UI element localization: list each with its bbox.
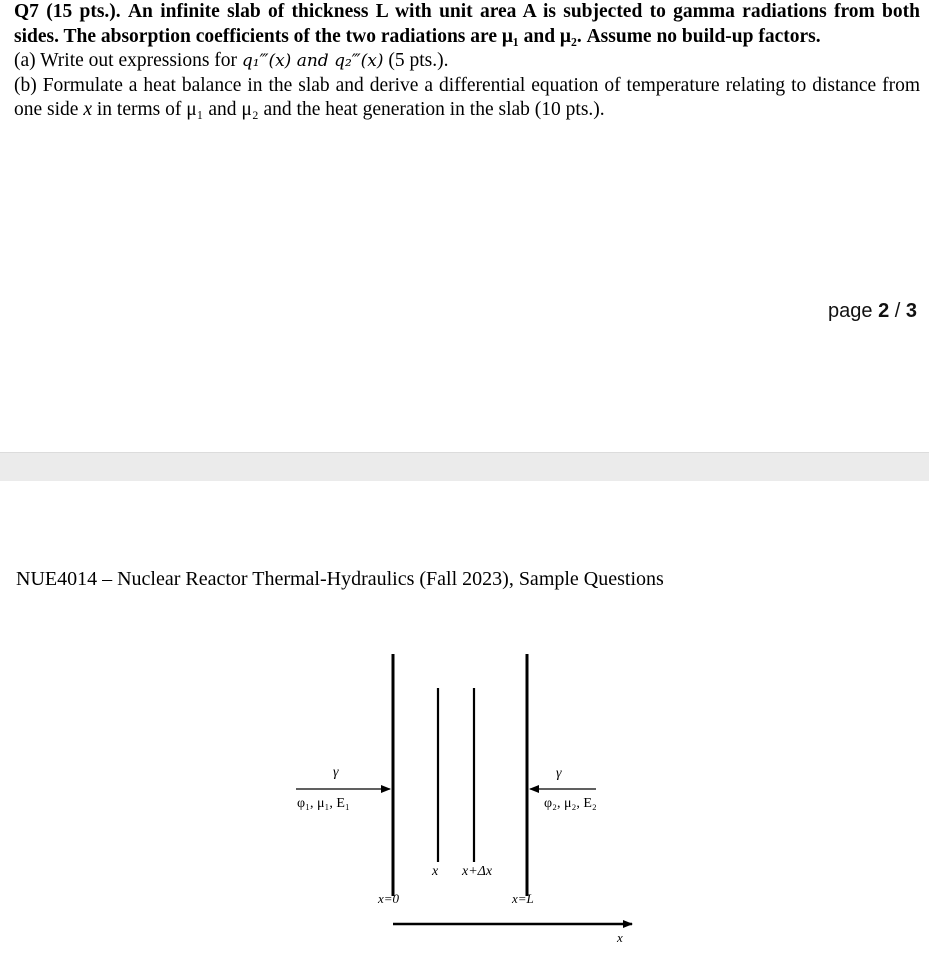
part-b-text2: in terms of μ₁ and μ₂ and the heat generation in the slab (10 pts.). [96,99,605,120]
question-title: Q7 (15 pts.). [14,1,121,22]
left-radiation-params: φ₁, μ₁, E₁ [297,796,350,811]
page-total: 3 [905,300,917,322]
label-xL: x=L [512,891,534,906]
page-current: 2 [878,300,890,322]
label-x: x [432,864,439,879]
page-indicator [828,300,917,323]
page-separator-gap [0,452,929,482]
part-b [14,74,920,123]
question-q7 [14,0,920,123]
x-axis-label: x [617,930,623,945]
part-a-prefix: (a) Write out expressions for [14,50,238,71]
part-a-suffix: (5 pts.). [388,50,449,71]
label-x0: x=0 [378,891,400,906]
course-header: NUE4014 – Nuclear Reactor Thermal-Hydraulics (Fall 2023), Sample Questions [16,568,664,590]
page-2 [0,0,929,452]
part-b-text: (b) Formulate a heat balance in the slab and derive a differential equation of temperature relating to distance from one side [14,74,920,120]
page-label: page [828,300,873,322]
right-gamma-symbol: γ [556,766,562,781]
part-a-math: q₁‴(x) and q₂‴(x) [241,51,384,71]
part-a [14,49,920,74]
page-separator: / [894,300,901,322]
label-x-dx: x+Δx [462,864,493,879]
left-gamma-symbol: γ [333,765,339,780]
part-b-var: x [83,99,92,120]
question-statement: An infinite slab of thickness L with unit area A is subjected to gamma radiations from both sides. The absorption coefficients of the two radiations are μ₁ and μ₂. Assume no build-up factors. [14,1,920,47]
slab-diagram [0,640,929,960]
right-radiation-params: φ₂, μ₂, E₂ [544,796,597,811]
